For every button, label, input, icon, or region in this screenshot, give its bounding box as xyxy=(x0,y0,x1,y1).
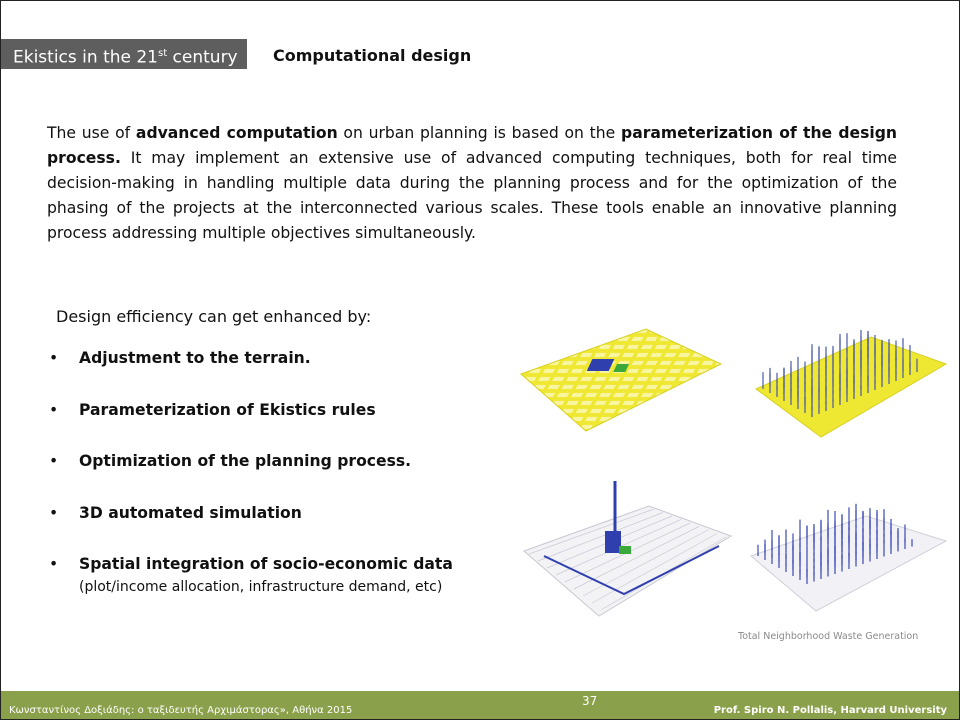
list-item xyxy=(47,452,507,504)
section-tag-suffix: century xyxy=(167,47,238,68)
list-item-subtext: (plot/income allocation, infrastructure demand, etc) xyxy=(79,579,443,595)
intro-text-2: on urban planning is based on the xyxy=(337,124,622,142)
bullet-list xyxy=(47,349,507,607)
list-item-text: 3D automated simulation xyxy=(79,503,302,522)
bullet-icon: • xyxy=(49,555,59,573)
intro-bold-1: advanced computation xyxy=(135,124,338,142)
bullet-icon: • xyxy=(49,452,59,470)
page-number: 37 xyxy=(582,694,598,708)
bullet-icon: • xyxy=(49,503,59,522)
page-title: Computational design xyxy=(273,46,472,65)
intro-bold-2: parameterization of the design process. xyxy=(47,124,897,167)
bullet-list-lead: Design efficiency can get enhanced by: xyxy=(56,307,372,326)
section-tag-text: Ekistics in the 21 xyxy=(13,47,158,68)
list-item xyxy=(47,555,507,607)
yellow-site-plan-figure xyxy=(516,319,726,439)
bullet-icon: • xyxy=(49,400,59,419)
list-item xyxy=(47,504,507,556)
intro-text-3: It may implement an extensive use of advanced computing techniques, both for real time decision-making in handling multiple data during the planning process and for the optimization of the phasing of the projects at the interconnected various scales. These tools enable an innovative planning process addressing multiple objectives simultaneously. xyxy=(47,149,897,242)
list-item-text: Optimization of the planning process. xyxy=(79,452,412,470)
list-item-text: Parameterization of Ekistics rules xyxy=(79,400,376,419)
list-item xyxy=(47,349,507,401)
footer-bar xyxy=(1,691,960,719)
blue-bar-plot-figure xyxy=(746,486,951,621)
section-tag xyxy=(1,39,247,69)
footer-source: Κωνσταντίνος Δοξιάδης: ο ταξιδευτής Αρχιμάστορας», Αθήνα 2015 xyxy=(9,705,353,716)
list-item-text: Spatial integration of socio-economic data xyxy=(79,555,453,573)
footer-author: Prof. Spiro N. Pollalis, Harvard University xyxy=(713,705,947,716)
list-item-text: Adjustment to the terrain. xyxy=(79,349,311,367)
list-item xyxy=(47,401,507,453)
blue-site-plan-figure xyxy=(519,476,734,626)
intro-paragraph xyxy=(47,121,897,246)
figure-caption: Total Neighborhood Waste Generation xyxy=(738,631,919,642)
section-tag-superscript: st xyxy=(158,48,168,59)
intro-text-1: The use of xyxy=(47,124,136,142)
bullet-icon: • xyxy=(49,349,59,367)
yellow-bar-plot-figure xyxy=(751,319,951,444)
